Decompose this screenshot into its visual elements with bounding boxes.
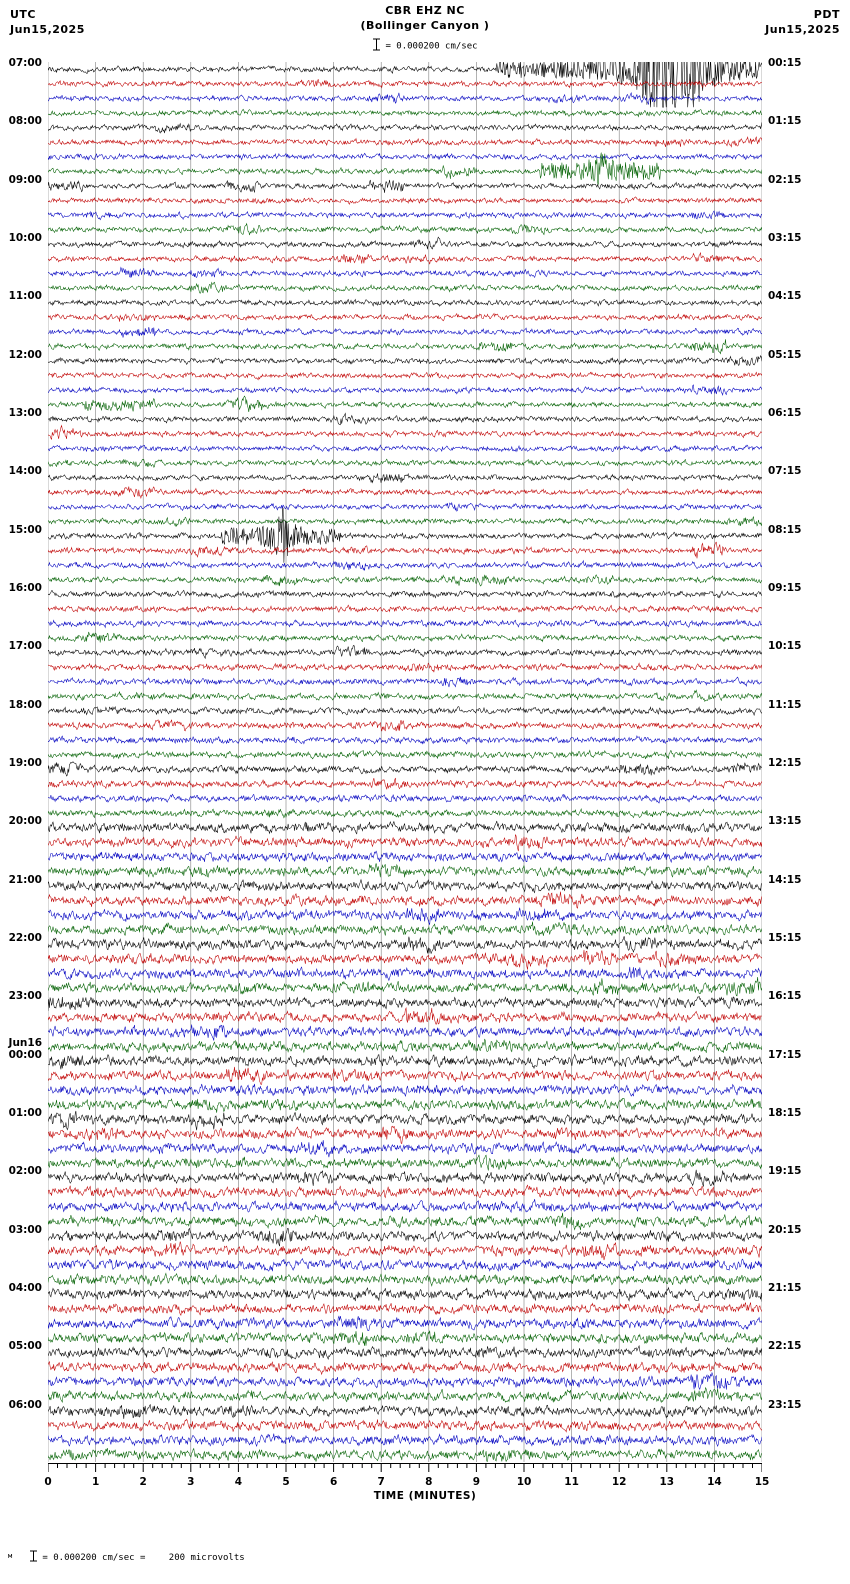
- left-time-label: 03:00: [8, 1223, 42, 1236]
- right-time-label: 14:15: [768, 873, 802, 886]
- right-time-label: 07:15: [768, 465, 802, 478]
- left-time-label: 08:00: [8, 115, 42, 128]
- right-time-label: 23:15: [768, 1398, 802, 1411]
- right-time-label: 19:15: [768, 1165, 802, 1178]
- right-time-label: 06:15: [768, 407, 802, 419]
- left-time-label: 15:00: [8, 523, 42, 536]
- x-tick-label: 14: [707, 1476, 722, 1488]
- right-time-label: 11:15: [768, 698, 802, 711]
- x-tick-label: 10: [516, 1476, 532, 1488]
- right-time-label: 22:15: [768, 1340, 802, 1353]
- left-time-label: 12:00: [8, 348, 42, 361]
- right-time-label: 03:15: [768, 232, 802, 244]
- right-time-label: 01:15: [768, 115, 802, 128]
- right-time-label: 09:15: [768, 582, 802, 594]
- footer-scale-bar-icon: [29, 1550, 38, 1565]
- right-time-label: 21:15: [768, 1282, 802, 1294]
- left-time-label: 00:00: [8, 1048, 42, 1061]
- scale-bar-icon: [372, 38, 381, 54]
- x-axis-title: TIME (MINUTES): [373, 1490, 477, 1502]
- right-time-label: 16:15: [768, 990, 802, 1003]
- right-time-label: 04:15: [768, 290, 802, 303]
- x-tick-label: 13: [659, 1476, 675, 1488]
- right-time-label: 12:15: [768, 757, 802, 769]
- right-time-label: 02:15: [768, 173, 802, 186]
- right-time-label: 00:15: [768, 57, 802, 69]
- left-time-label: 05:00: [8, 1340, 42, 1353]
- seismogram-plot: [48, 62, 762, 1462]
- left-time-label: 02:00: [8, 1165, 42, 1178]
- left-time-label: 17:00: [8, 640, 42, 653]
- left-time-label: 22:00: [8, 932, 42, 944]
- right-time-label: 13:15: [768, 815, 802, 828]
- x-tick-label: 2: [139, 1476, 147, 1488]
- left-time-axis: [0, 57, 46, 1462]
- left-time-label: 10:00: [8, 232, 42, 244]
- scale-note-text: = 0.000200 cm/sec: [385, 41, 478, 52]
- right-time-label: 15:15: [768, 932, 802, 944]
- right-time-label: 05:15: [768, 348, 802, 361]
- footer-scale-prefix-icon: [8, 1553, 27, 1563]
- x-tick-label: 9: [472, 1476, 481, 1488]
- footer-scale-right: 200 microvolts: [168, 1553, 245, 1563]
- left-time-label: 09:00: [8, 173, 42, 186]
- x-tick-label: 12: [611, 1476, 627, 1488]
- station-location: (Bollinger Canyon ): [360, 19, 490, 32]
- utc-zone-label: UTC: [10, 8, 37, 21]
- left-time-label: 19:00: [8, 757, 42, 769]
- x-tick-label: 6: [329, 1476, 338, 1488]
- left-time-label: 20:00: [8, 815, 42, 828]
- day-marker-label: Jun16: [8, 1036, 42, 1049]
- left-time-label: 06:00: [8, 1398, 42, 1411]
- left-time-label: 14:00: [8, 465, 42, 478]
- svg-text:м: м: [8, 1552, 13, 1560]
- x-tick-label: 15: [754, 1476, 770, 1488]
- right-time-label: 10:15: [768, 640, 802, 653]
- left-time-label: 11:00: [8, 290, 42, 303]
- x-axis-ticks: [48, 1463, 762, 1477]
- left-time-label: 04:00: [8, 1282, 42, 1294]
- x-tick-label: 3: [187, 1476, 195, 1488]
- scale-note: [0, 38, 850, 54]
- right-time-label: 08:15: [768, 523, 802, 536]
- left-time-label: 23:00: [8, 990, 42, 1003]
- pdt-zone-label: PDT: [813, 8, 840, 21]
- x-tick-label: 0: [44, 1476, 52, 1488]
- left-time-label: 01:00: [8, 1107, 42, 1119]
- pdt-date-label: Jun15,2025: [765, 23, 840, 36]
- footer-scale-left: = 0.000200 cm/sec =: [42, 1553, 146, 1563]
- x-tick-label: 4: [234, 1476, 243, 1488]
- chart-header: [0, 0, 850, 56]
- utc-date-label: Jun15,2025: [10, 23, 85, 36]
- left-time-label: 16:00: [8, 582, 42, 594]
- x-tick-label: 11: [564, 1476, 579, 1488]
- left-time-label: 07:00: [8, 57, 42, 69]
- left-time-label: 18:00: [8, 698, 42, 711]
- station-title: CBR EHZ NC: [385, 4, 465, 17]
- right-time-label: 20:15: [768, 1223, 802, 1236]
- x-tick-label: 1: [91, 1476, 100, 1488]
- x-tick-label: 7: [377, 1476, 385, 1488]
- x-tick-label: 8: [425, 1476, 433, 1488]
- footer-scale: [8, 1548, 245, 1565]
- right-time-label: 18:15: [768, 1107, 802, 1119]
- x-tick-label: 5: [282, 1476, 290, 1488]
- left-time-label: 21:00: [8, 873, 42, 886]
- seismogram-traces: [48, 62, 762, 1462]
- right-time-axis: [766, 57, 850, 1462]
- left-time-label: 13:00: [8, 407, 42, 419]
- right-time-label: 17:15: [768, 1048, 802, 1061]
